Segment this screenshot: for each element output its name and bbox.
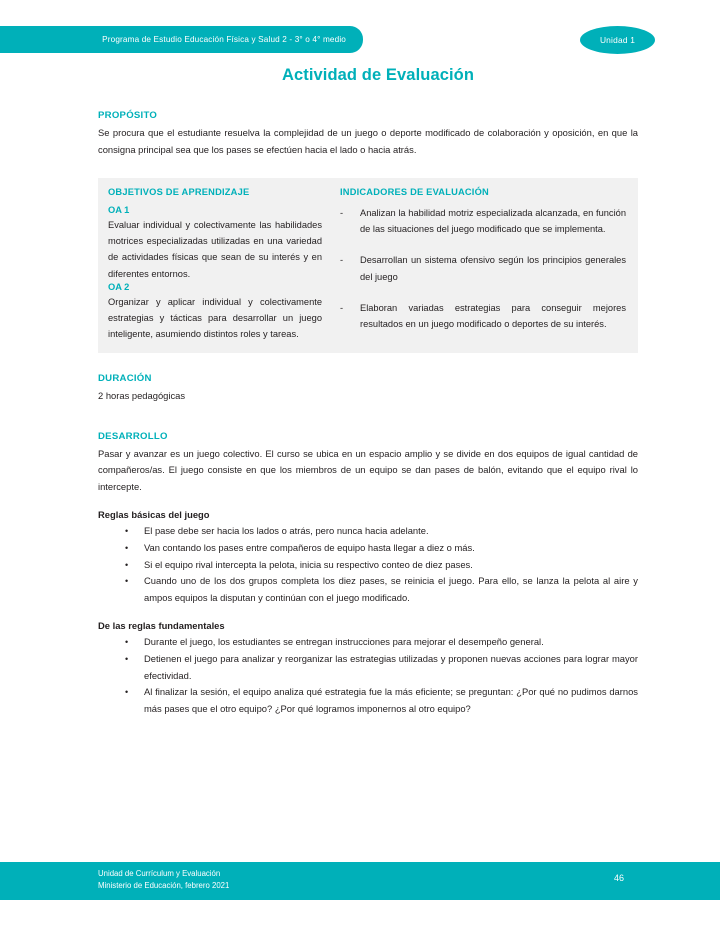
subsection-reglas-basicas xyxy=(98,509,638,606)
bullet-icon: • xyxy=(125,653,129,664)
footer-line-2: Ministerio de Educación, febrero 2021 xyxy=(98,881,230,890)
section-desarrollo xyxy=(98,431,638,496)
spacer xyxy=(98,405,638,431)
list-item xyxy=(98,557,638,574)
footer-line-1: Unidad de Currículum y Evaluación xyxy=(98,869,221,878)
proposito-heading: PROPÓSITO xyxy=(98,110,158,121)
spacer xyxy=(98,353,638,373)
dash-marker: - xyxy=(340,255,344,266)
dash-marker: - xyxy=(340,302,344,313)
section-proposito xyxy=(98,110,638,158)
objective-text: Evaluar individual y colectivamente las habilidades motrices especializadas utilizadas en una variedad de actividades físicas que sean de su interés y en diferentes entornos. xyxy=(108,220,322,279)
bullet-icon: • xyxy=(125,526,129,537)
objectives-column-header: OBJETIVOS DE APRENDIZAJE xyxy=(108,187,250,197)
reglas-fundamentales-heading: De las reglas fundamentales xyxy=(98,620,225,632)
list-item xyxy=(98,634,638,651)
list-item xyxy=(98,573,638,606)
page-footer xyxy=(0,862,720,900)
indicators-column xyxy=(332,187,638,342)
objectives-column xyxy=(98,187,332,342)
list-item-text: Al finalizar la sesión, el equipo analiza qué estrategia fue la más eficiente; se preguntan: ¿Por qué no pudimos darnos más pases que el otro equipo? ¿Por qué logramos imponernos al otro equipo? xyxy=(144,686,638,714)
indicator-item xyxy=(340,252,626,284)
desarrollo-text: Pasar y avanzar es un juego colectivo. El curso se ubica en un espacio amplio y se divide en dos equipos de igual cantidad de compañeros/as. El juego consiste en que los miembros de un equipo se dan pases de balón, evitando que el equipo rival lo intercepte. xyxy=(98,447,638,492)
list-item xyxy=(98,523,638,540)
program-banner xyxy=(0,26,363,53)
spacer xyxy=(98,158,638,178)
bullet-icon: • xyxy=(125,543,129,554)
list-item xyxy=(98,684,638,717)
indicator-text: Elaboran variadas estrategias para conseguir mejores resultados en un juego modificado o deportes de su interés. xyxy=(360,302,626,330)
page-title: Actividad de Evaluación xyxy=(281,66,475,84)
indicators-column-header: INDICADORES DE EVALUACIÓN xyxy=(340,187,489,197)
footer-organization xyxy=(98,868,229,892)
list-item-text: Detienen el juego para analizar y reorganizar las estrategias utilizadas y proponen nuevas acciones para lograr mayor efectividad. xyxy=(144,652,638,681)
list-item-text: Si el equipo rival intercepta la pelota, inicia su respectivo conteo de diez pases. xyxy=(144,558,473,570)
objective-label: OA 2 xyxy=(108,281,130,292)
spacer xyxy=(98,495,638,509)
list-item-text: Durante el juego, los estudiantes se entregan instrucciones para mejorar el desempeño general. xyxy=(144,636,544,648)
bullet-icon: • xyxy=(125,687,129,698)
bullet-icon: • xyxy=(125,576,129,587)
list-item-text: Van contando los pases entre compañeros de equipo hasta llegar a diez o más. xyxy=(144,542,475,554)
objective-text: Organizar y aplicar individual y colectivamente estrategias y tácticas para desarrollar un juego inteligente, asumiendo distintos roles y tareas. xyxy=(108,296,322,340)
indicator-text: Analizan la habilidad motriz especializada alcanzada, en función de las situaciones del juego modificado que se implementa. xyxy=(360,208,626,235)
list-item xyxy=(98,651,638,684)
objectives-indicators-table xyxy=(98,178,638,353)
document-content xyxy=(98,110,638,717)
list-item-text: Cuando uno de los dos grupos completa los diez pases, se reinicia el juego. Para ello, se lanza la pelota al aire y ampos equipos la disputan y continúan con el juego modificado. xyxy=(144,575,638,603)
reglas-fundamentales-list xyxy=(98,634,638,717)
spacer xyxy=(98,606,638,620)
desarrollo-heading: DESARROLLO xyxy=(98,430,168,442)
bullet-icon: • xyxy=(125,559,129,570)
unit-badge xyxy=(580,26,655,54)
dash-marker: - xyxy=(340,208,344,218)
bullet-icon: • xyxy=(125,637,129,648)
list-item xyxy=(98,540,638,557)
duracion-text: 2 horas pedagógicas xyxy=(98,390,186,402)
objective-entry xyxy=(108,205,322,282)
objective-entry xyxy=(108,282,322,343)
indicator-item xyxy=(340,300,626,332)
indicator-item xyxy=(340,205,626,237)
page-header xyxy=(0,0,720,100)
objective-label: OA 1 xyxy=(108,205,130,215)
proposito-text: Se procura que el estudiante resuelva la complejidad de un juego o deporte modificado de colaboración y oposición, en que la consigna principal sea que los pases se efectúen hacia el lado o hacia atrás. xyxy=(98,127,638,155)
reglas-basicas-list xyxy=(98,523,638,606)
page-number: 46 xyxy=(613,873,624,883)
indicator-text: Desarrollan un sistema ofensivo según los principios generales del juego xyxy=(360,255,626,282)
unit-badge-label: Unidad 1 xyxy=(599,35,636,45)
program-banner-label: Programa de Estudio Educación Física y Salud 2 - 3° o 4° medio xyxy=(102,35,346,44)
list-item-text: El pase debe ser hacia los lados o atrás, pero nunca hacia adelante. xyxy=(144,525,429,537)
subsection-reglas-fundamentales xyxy=(98,620,638,717)
section-duracion xyxy=(98,373,638,405)
duracion-heading: DURACIÓN xyxy=(98,373,152,385)
reglas-basicas-heading: Reglas básicas del juego xyxy=(98,509,210,521)
